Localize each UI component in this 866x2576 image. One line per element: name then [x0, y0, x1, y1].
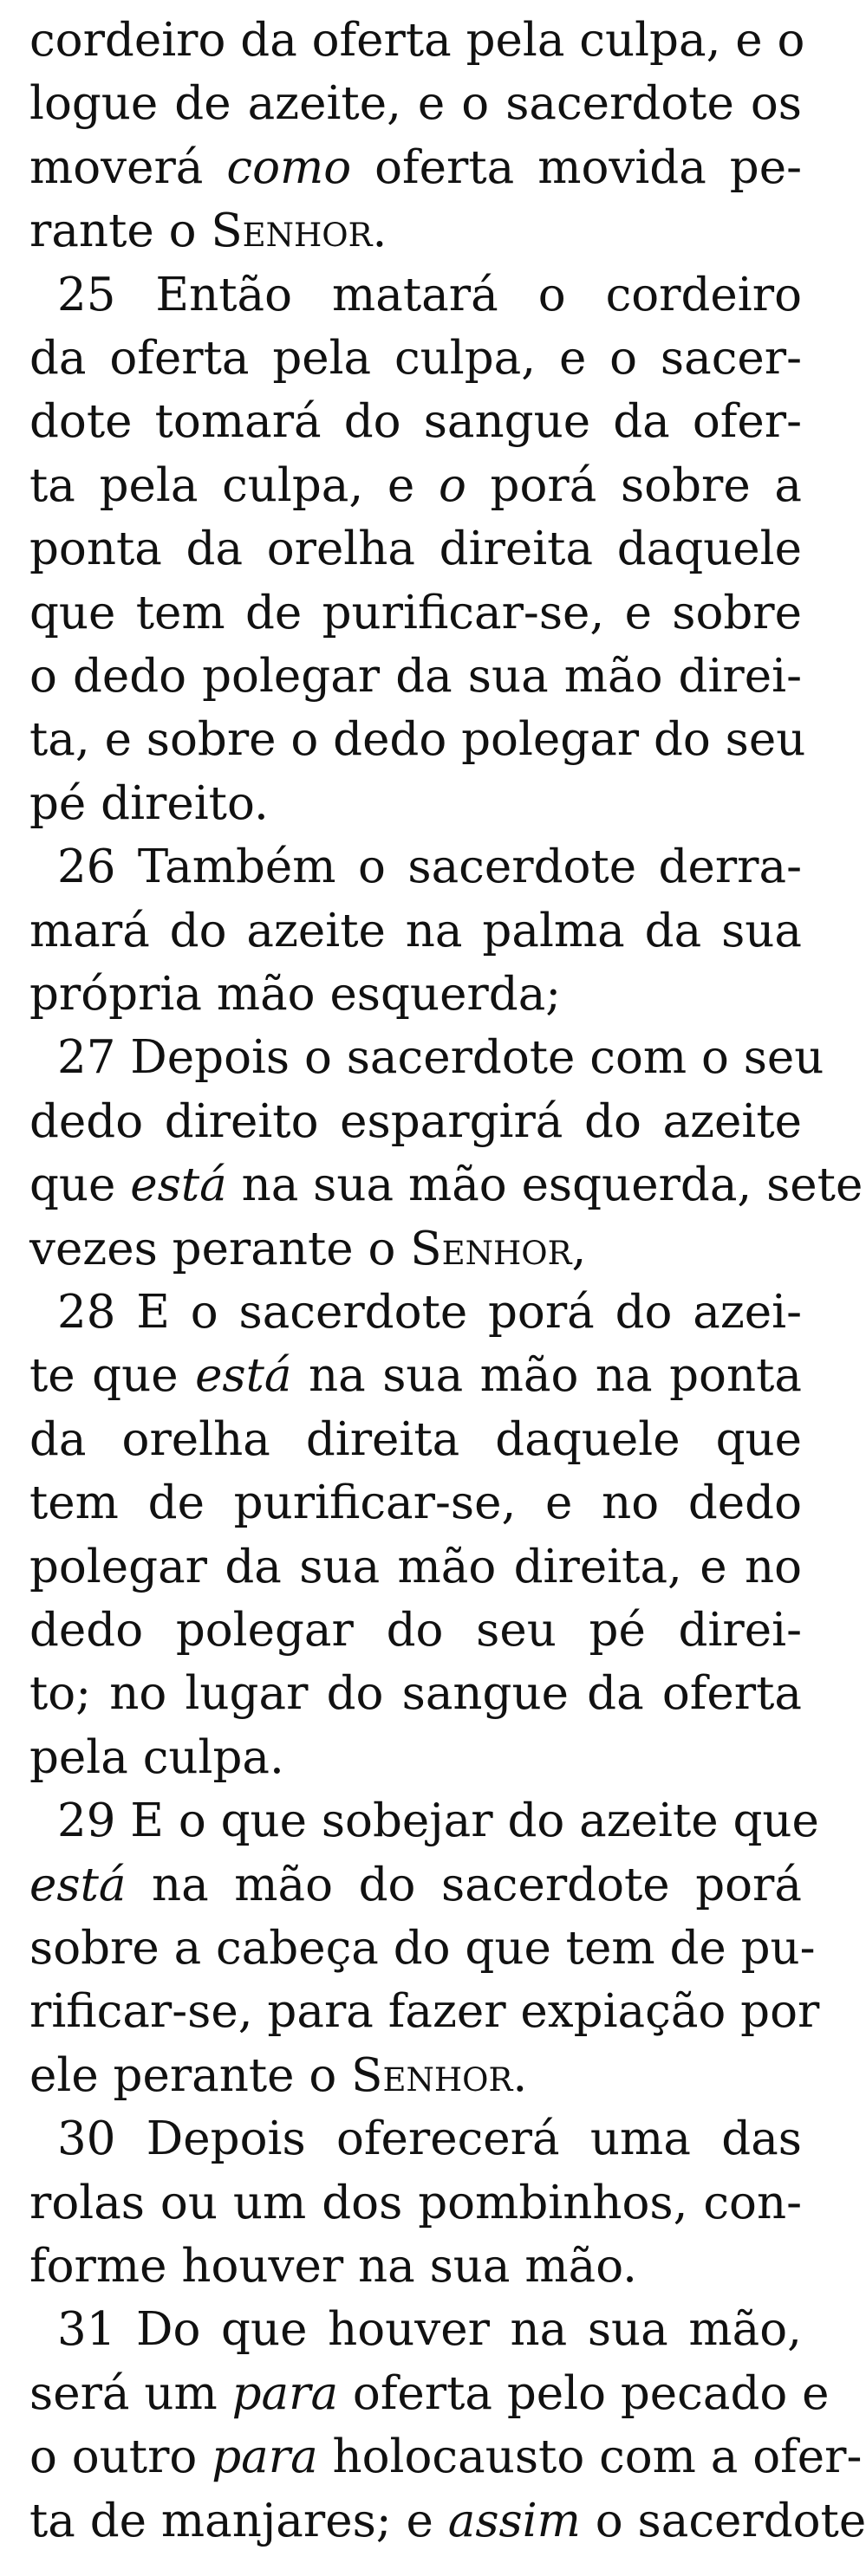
text-segment: ele perante o: [29, 2048, 352, 2102]
verse-start-line-29: [57, 1787, 819, 1856]
text-segment: oferta pelo pecado e: [338, 2366, 830, 2420]
text-segment: moverá: [29, 140, 227, 194]
text-line-23: [29, 1405, 802, 1475]
text-segment: 25 Então matará o cordeiro: [57, 268, 802, 321]
text-segment: mará do azeite na palma da sua: [29, 904, 802, 957]
text-segment: pela culpa.: [29, 1730, 284, 1784]
text-segment: rante o: [29, 204, 212, 258]
text-line-18: [29, 1087, 802, 1157]
text-segment: .: [512, 2048, 528, 2102]
text-line-12: [29, 705, 806, 775]
text-segment: 29 E o que sobejar do azeite que: [57, 1794, 819, 1848]
text-line-33: [29, 2041, 802, 2111]
text-line-2: [29, 69, 802, 139]
text-line-36: [29, 2232, 802, 2301]
verse-start-line-5: [57, 261, 802, 330]
text-line-27: [29, 1659, 802, 1729]
italic-word: está: [29, 1858, 127, 1911]
text-segment: da orelha direita daquele que: [29, 1412, 802, 1466]
text-segment: o dedo polegar da sua mão direi-: [29, 650, 802, 703]
text-segment: oferta movida pe-: [351, 140, 802, 194]
text-segment: sobre a cabeça do que tem de pu-: [29, 1922, 816, 1975]
text-segment: ta, e sobre o dedo polegar do seu: [29, 713, 806, 767]
text-segment: dedo direito espargirá do azeite: [29, 1094, 802, 1148]
text-segment: vezes perante o: [29, 1222, 411, 1275]
text-line-25: [29, 1533, 802, 1602]
italic-word: como: [226, 140, 352, 194]
divine-name-small-caps: Senhor: [351, 2048, 513, 2102]
text-line-28: [29, 1723, 802, 1793]
text-segment: cordeiro da oferta pela culpa, e o: [29, 14, 805, 67]
italic-word: está: [130, 1158, 227, 1212]
text-segment: forme houver na sua mão.: [29, 2240, 638, 2293]
text-line-39: [29, 2423, 863, 2492]
text-line-30: [29, 1851, 802, 1920]
verse-start-line-14: [57, 833, 802, 902]
text-line-15: [29, 897, 802, 966]
text-segment: ta pela culpa, e: [29, 458, 439, 512]
text-line-11: [29, 642, 802, 711]
text-segment: o sacerdote: [580, 2494, 866, 2547]
text-line-19: [29, 1151, 863, 1220]
text-segment: da oferta pela culpa, e o sacer-: [29, 332, 802, 385]
text-line-8: [29, 451, 802, 521]
text-line-7: [29, 387, 802, 457]
text-segment: o outro: [29, 2430, 212, 2484]
text-segment: rificar-se, para fazer expiação por: [29, 1985, 820, 2039]
text-line-1: [29, 6, 805, 75]
text-segment: dote tomará do sangue da ofer-: [29, 395, 802, 449]
text-segment: ponta da orelha direita daquele: [29, 522, 802, 576]
italic-word: assim: [447, 2494, 581, 2547]
text-segment: 28 E o sacerdote porá do azei-: [57, 1286, 802, 1339]
divine-name-small-caps: Senhor: [410, 1222, 572, 1275]
text-line-20: [29, 1215, 802, 1284]
text-line-9: [29, 515, 802, 584]
text-segment: holocausto com a ofer-: [317, 2430, 863, 2484]
text-segment: que tem de purificar-se, e sobre: [29, 586, 802, 639]
text-segment: dedo polegar do seu pé direi-: [29, 1604, 802, 1657]
text-line-32: [29, 1977, 820, 2047]
text-line-40: [29, 2487, 866, 2556]
italic-word: para: [231, 2366, 339, 2420]
text-line-13: [29, 769, 802, 839]
text-segment: te que: [29, 1349, 196, 1403]
text-segment: 27 Depois o sacerdote com o seu: [57, 1031, 824, 1085]
text-segment: to; no lugar do sangue da oferta: [29, 1667, 802, 1721]
text-segment: 30 Depois oferecerá uma das: [57, 2112, 802, 2166]
text-line-24: [29, 1469, 802, 1538]
text-line-26: [29, 1596, 802, 1665]
text-line-31: [29, 1914, 816, 1983]
text-segment: ta de manjares; e: [29, 2494, 448, 2547]
text-line-6: [29, 324, 802, 393]
text-segment: .: [372, 204, 387, 258]
verse-start-line-17: [57, 1023, 824, 1093]
verse-start-line-21: [57, 1278, 802, 1347]
verse-start-line-34: [57, 2105, 802, 2174]
verse-start-line-37: [57, 2295, 802, 2365]
text-segment: na sua mão esquerda, sete: [226, 1158, 863, 1212]
text-segment: logue de azeite, e o sacerdote os: [29, 77, 802, 131]
text-line-4: [29, 197, 802, 266]
text-segment: que: [29, 1158, 131, 1212]
text-segment: será um: [29, 2366, 232, 2420]
text-line-3: [29, 133, 802, 203]
text-segment: polegar da sua mão direita, e no: [29, 1540, 802, 1593]
text-segment: pé direito.: [29, 776, 269, 830]
italic-word: para: [212, 2430, 318, 2484]
text-segment: tem de purificar-se, e no dedo: [29, 1476, 802, 1530]
divine-name-small-caps: Senhor: [211, 204, 373, 258]
text-segment: porá sobre a: [466, 458, 802, 512]
italic-word: o: [438, 458, 466, 512]
text-segment: ,: [571, 1222, 587, 1275]
text-line-10: [29, 579, 802, 648]
text-segment: própria mão esquerda;: [29, 968, 562, 1021]
italic-word: está: [195, 1349, 292, 1403]
text-line-22: [29, 1341, 802, 1411]
text-segment: rolas ou um dos pombinhos, con-: [29, 2176, 802, 2229]
text-segment: na sua mão na ponta: [291, 1349, 802, 1403]
text-segment: 31 Do que houver na sua mão,: [57, 2303, 802, 2357]
text-segment: 26 Também o sacerdote derra-: [57, 840, 802, 894]
text-line-38: [29, 2359, 830, 2429]
text-line-16: [29, 960, 802, 1029]
text-line-35: [29, 2169, 802, 2238]
text-segment: na mão do sacerdote porá: [126, 1858, 802, 1911]
